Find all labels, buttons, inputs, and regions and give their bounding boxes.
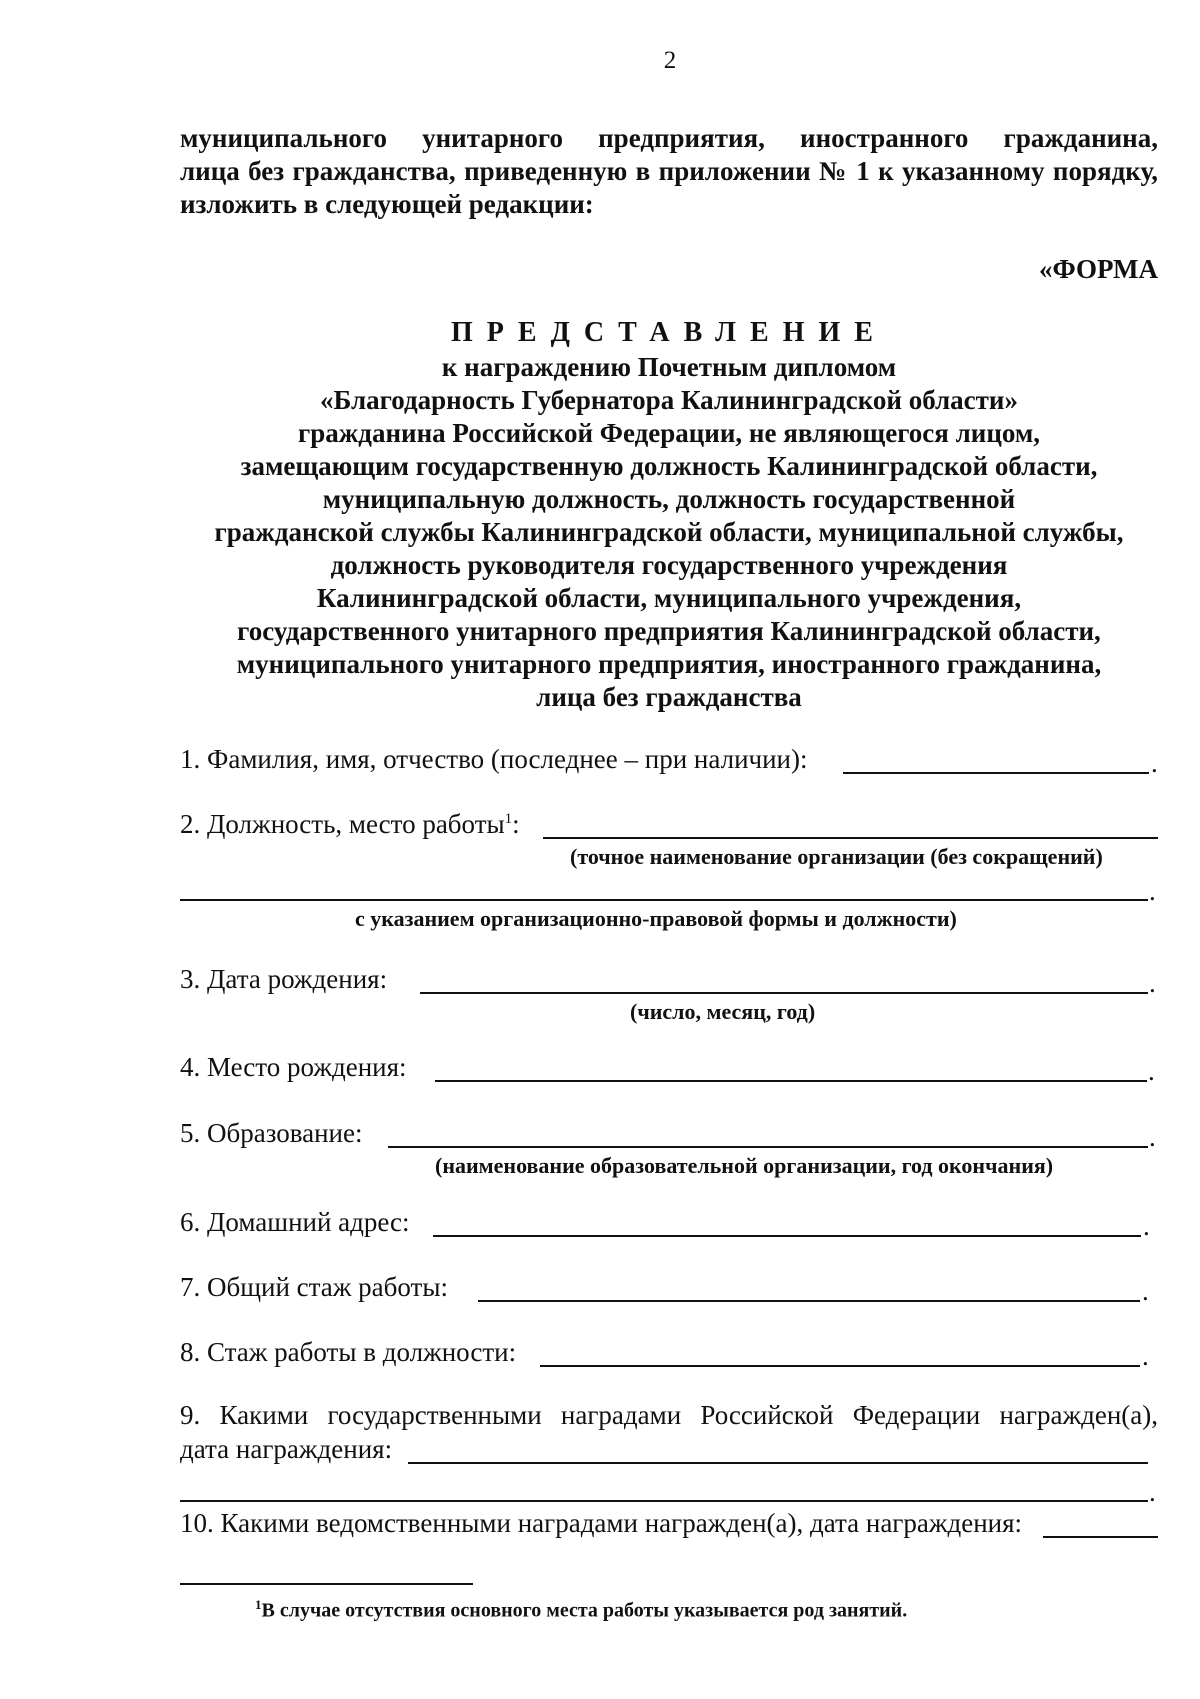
field-9-label-line-1 <box>180 1400 1158 1431</box>
form-title <box>150 315 1188 714</box>
title-line: Калининградской области, муниципального учреждения, <box>316 583 1022 613</box>
field-2-hint-1: (точное наименование организации (без сокращений) <box>570 844 1103 869</box>
field-2-period: . <box>1149 876 1156 906</box>
field-6-label: 6. Домашний адрес: <box>180 1207 410 1237</box>
footnote-ref: 1 <box>504 811 513 827</box>
field-5-label: 5. Образование: <box>180 1118 363 1148</box>
field-1-blank[interactable] <box>843 772 1149 774</box>
field-9-blank-2[interactable] <box>180 1500 1148 1502</box>
field-8-blank[interactable] <box>540 1365 1140 1367</box>
title-line: муниципальную должность, должность государственной <box>322 484 1016 514</box>
field-9-text: 9. Какими государственными наградами Российской Федерации награжден(а), <box>180 1400 1158 1430</box>
intro-line-3: изложить в следующей редакции: <box>180 189 594 219</box>
field-8-period: . <box>1142 1341 1149 1371</box>
intro-line-1: муниципального унитарного предприятия, иностранного гражданина, <box>180 123 1158 153</box>
field-3-label: 3. Дата рождения: <box>180 964 388 994</box>
field-3-hint: (число, месяц, год) <box>630 999 816 1024</box>
field-9-period: . <box>1149 1477 1156 1507</box>
title-line: государственного унитарного предприятия Калининградской области, <box>237 616 1101 646</box>
field-7-label: 7. Общий стаж работы: <box>180 1272 448 1302</box>
title-line: «Благодарность Губернатора Калининградской области» <box>320 385 1018 415</box>
field-5-hint: (наименование образовательной организации, год окончания) <box>435 1153 1054 1178</box>
form-label: «ФОРМА <box>1039 254 1158 284</box>
field-1-period: . <box>1151 748 1158 778</box>
title-line: гражданина Российской Федерации, не являющегося лицом, <box>297 418 1041 448</box>
field-7-period: . <box>1142 1276 1149 1306</box>
field-2-label-text: 2. Должность, место работы <box>180 809 505 839</box>
field-2-colon: : <box>512 809 520 839</box>
field-2-blank-2[interactable] <box>180 899 1148 901</box>
field-9-blank-1[interactable] <box>408 1462 1148 1464</box>
field-7-blank[interactable] <box>478 1300 1140 1302</box>
title-line: к награждению Почетным дипломом <box>441 352 897 382</box>
field-2-label <box>180 809 520 840</box>
field-2-hint-2: с указанием организационно-правовой формы и должности) <box>355 906 957 931</box>
field-2-blank-1[interactable] <box>543 837 1158 839</box>
title-line: муниципального унитарного предприятия, иностранного гражданина, <box>236 649 1102 679</box>
title-line: гражданской службы Калининградской области, муниципальной службы, <box>214 517 1124 547</box>
field-4-label: 4. Место рождения: <box>180 1052 407 1082</box>
intro-line-2: лица без гражданства, приведенную в приложении № 1 к указанному порядку, <box>180 156 1158 186</box>
field-9-label-line-2: дата награждения: <box>180 1434 393 1464</box>
field-1-label: 1. Фамилия, имя, отчество (последнее – при наличии): <box>180 744 808 774</box>
intro-paragraph <box>180 122 1158 221</box>
field-5-period: . <box>1149 1122 1156 1152</box>
title-main: ПРЕДСТАВЛЕНИЕ <box>451 317 887 348</box>
footnote-text: В случае отсутствия основного места работы указывается род занятий. <box>261 1599 908 1622</box>
field-6-blank[interactable] <box>433 1235 1141 1237</box>
footnote-separator <box>180 1583 473 1585</box>
field-4-period: . <box>1148 1056 1155 1086</box>
field-3-blank[interactable] <box>420 992 1148 994</box>
title-line: лица без гражданства <box>536 682 802 712</box>
title-line: должность руководителя государственного учреждения <box>330 550 1008 580</box>
field-10-label: 10. Какими ведомственными наградами награжден(а), дата награждения: <box>180 1508 1023 1538</box>
field-8-label: 8. Стаж работы в должности: <box>180 1337 517 1367</box>
title-line: замещающим государственную должность Калининградской области, <box>240 451 1098 481</box>
footnote-mark: 1 <box>255 1597 262 1612</box>
field-4-blank[interactable] <box>435 1080 1147 1082</box>
field-6-period: . <box>1143 1211 1150 1241</box>
field-5-blank[interactable] <box>388 1146 1148 1148</box>
field-10-blank[interactable] <box>1043 1536 1158 1538</box>
field-3-period: . <box>1149 968 1156 998</box>
page-number: 2 <box>663 47 677 74</box>
footnote <box>255 1597 907 1623</box>
